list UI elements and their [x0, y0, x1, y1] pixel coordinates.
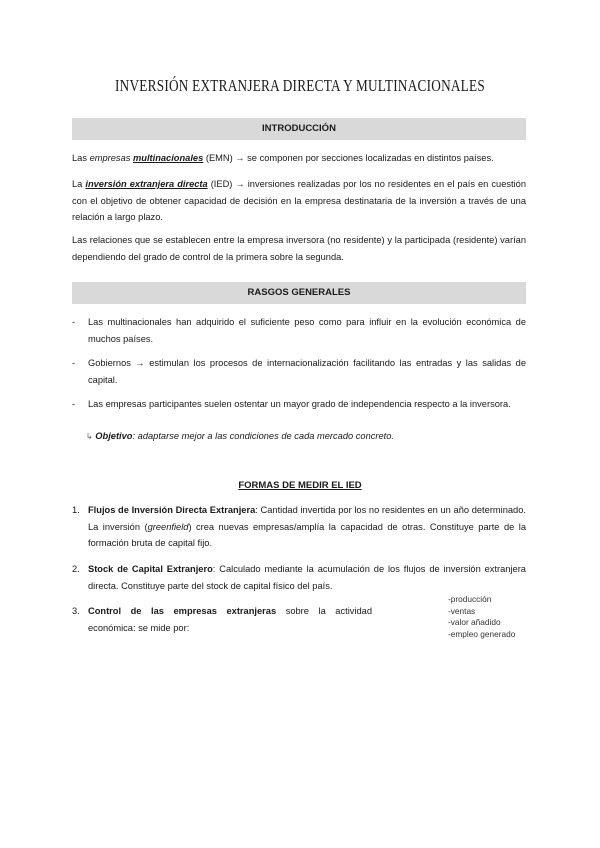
- list-item: - Gobiernos → estimulan los procesos de internacionalización facilitando las entradas y las salidas de capital.: [72, 358, 526, 385]
- section-heading-formas: FORMAS DE MEDIR EL IED: [238, 480, 362, 491]
- section-heading-rasgos: RASGOS GENERALES: [72, 282, 526, 304]
- list-item: - Las empresas participantes suelen ostentar un mayor grado de independencia respecto a la inversora.: [72, 399, 511, 409]
- list-item: 2. Stock de Capital Extranjero: Calculado mediante la acumulación de los flujos de inversión extranjera directa. Constituye parte del stock de capital físico del país.: [72, 564, 526, 591]
- list-item: - Las multinacionales han adquirido el suficiente peso como para influir en la evolución económica de muchos países.: [72, 317, 526, 344]
- page-title: INVERSIÓN EXTRANJERA DIRECTA Y MULTINACIONALES: [115, 76, 485, 95]
- section-heading-introduccion: INTRODUCCIÓN: [72, 118, 526, 140]
- list-item: -producción: [448, 594, 492, 604]
- list-item: 1. Flujos de Inversión Directa Extranjera: Cantidad invertida por los no residentes en un año determinado. La inversión (greenfield) crea nuevas empresas/amplía la capacidad de otras. Constituye parte de la formación bruta de capital fijo.: [72, 505, 526, 548]
- objetivo-subitem: ↳ Objetivo: adaptarse mejor a las condiciones de cada mercado concreto.: [86, 431, 394, 441]
- list-item: -valor añadido: [448, 617, 501, 627]
- intro-paragraph-1: Las empresas multinacionales (EMN) → se componen por secciones localizadas en distintos países.: [72, 153, 494, 163]
- list-item: -ventas: [448, 605, 476, 616]
- intro-paragraph-3: Las relaciones que se establecen entre la empresa inversora (no residente) y la participada (residente) varían dependiendo del grado de control de la primera sobre la segunda.: [72, 235, 526, 262]
- control-measures-list: [448, 594, 515, 640]
- list-item: 3. Control de las empresas extranjeras sobre la actividad económica: se mide por:: [72, 606, 373, 633]
- list-item: -empleo generado: [448, 628, 516, 639]
- sub-arrow-icon: ↳: [86, 432, 93, 441]
- intro-paragraph-2: La inversión extranjera directa (IED) → inversiones realizadas por los no residentes en el país en cuestión con el objetivo de obtener capacidad de decisión en la empresa destinataria de la inversión a través de una relación a largo plazo.: [72, 179, 527, 222]
